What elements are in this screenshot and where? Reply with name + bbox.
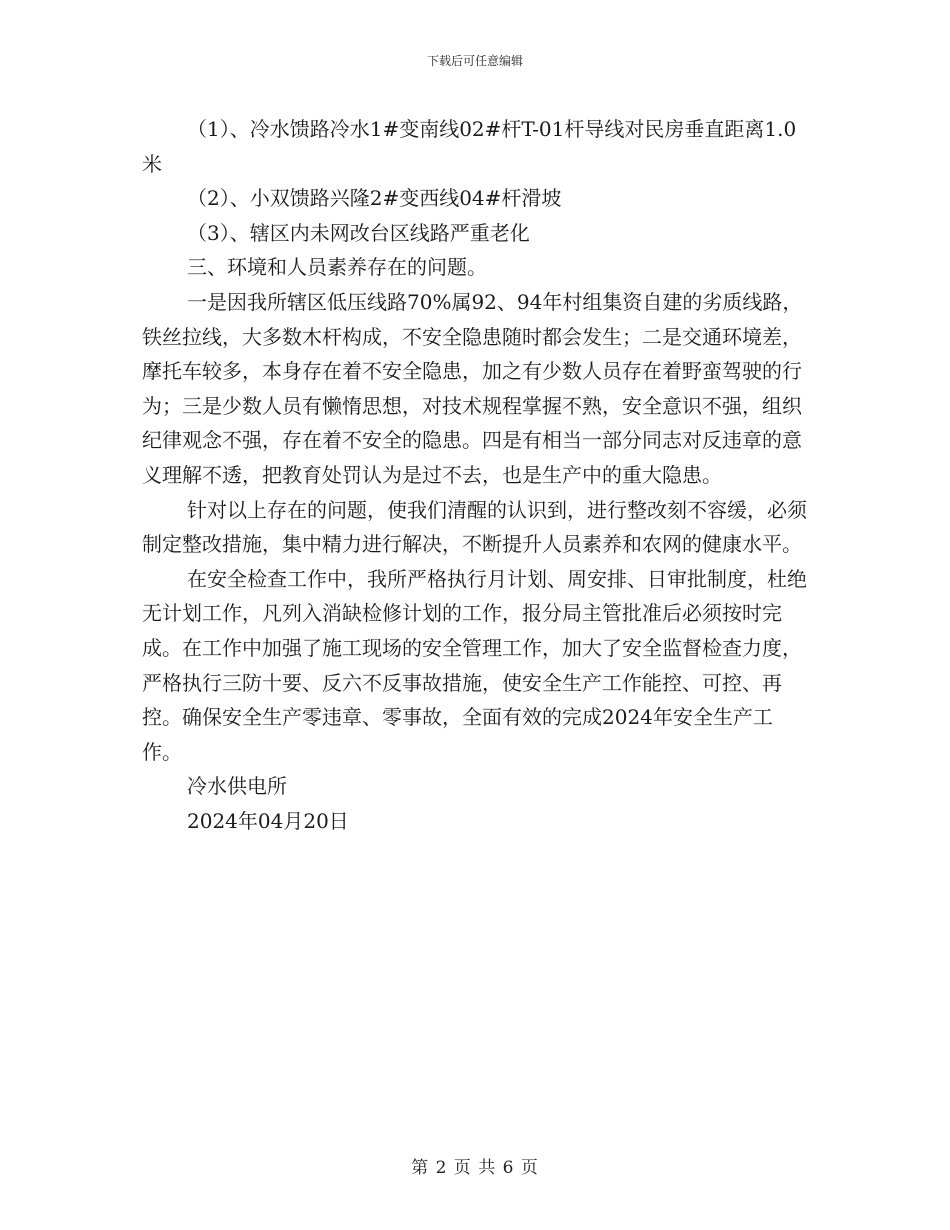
- list-item-2: （2）、小双馈路兴隆2#变西线04#杆滑坡: [187, 186, 562, 211]
- document-body: [142, 112, 810, 838]
- page-number: 第 2 页 共 6 页: [411, 1158, 539, 1178]
- signature-date: 2024年04月20日: [187, 808, 349, 833]
- body-paragraph-issues: 一是因我所辖区低压线路70%属92、94年村组集资自建的劣质线路，铁丝拉线，大多数木杆构成，不安全隐患随时都会发生；二是交通环境差，摩托车较多，本身存在着不安全隐患，加之有少数人员存在着野蛮驾驶的行为；三是少数人员有懒惰思想，对技术规程掌握不熟，安全意识不强，组织纪律观念不强，存在着不安全的隐患。四是有相当一部分同志对反违章的意义理解不透，把教育处罚认为是过不去，也是生产中的重大隐患。: [142, 289, 803, 487]
- list-item-3: （3）、辖区内未网改台区线路严重老化: [187, 220, 530, 245]
- page-header: 下载后可任意编辑: [426, 54, 523, 68]
- section-heading: 三、环境和人员素养存在的问题。: [187, 255, 487, 280]
- list-item-1: （1）、冷水馈路冷水1#变南线02#杆T-01杆导线对民房垂直距离1.0米: [142, 117, 797, 176]
- signature-organization: 冷水供电所: [187, 774, 287, 799]
- body-paragraph-inspection: 在安全检查工作中，我所严格执行月计划、周安排、日审批制度，杜绝无计划工作，凡列入消缺检修计划的工作，报分局主管批准后必须按时完成。在工作中加强了施工现场的安全管理工作，加大了安全监督检查力度，严格执行三防十要、反六不反事故措施，使安全生产工作能控、可控、再控。确保安全生产零违章、零事故，全面有效的完成2024年安全生产工作。: [142, 566, 807, 764]
- body-paragraph-measures: 针对以上存在的问题，使我们清醒的认识到，进行整改刻不容缓，必须制定整改措施，集中精力进行解决，不断提升人员素养和农网的健康水平。: [142, 497, 807, 557]
